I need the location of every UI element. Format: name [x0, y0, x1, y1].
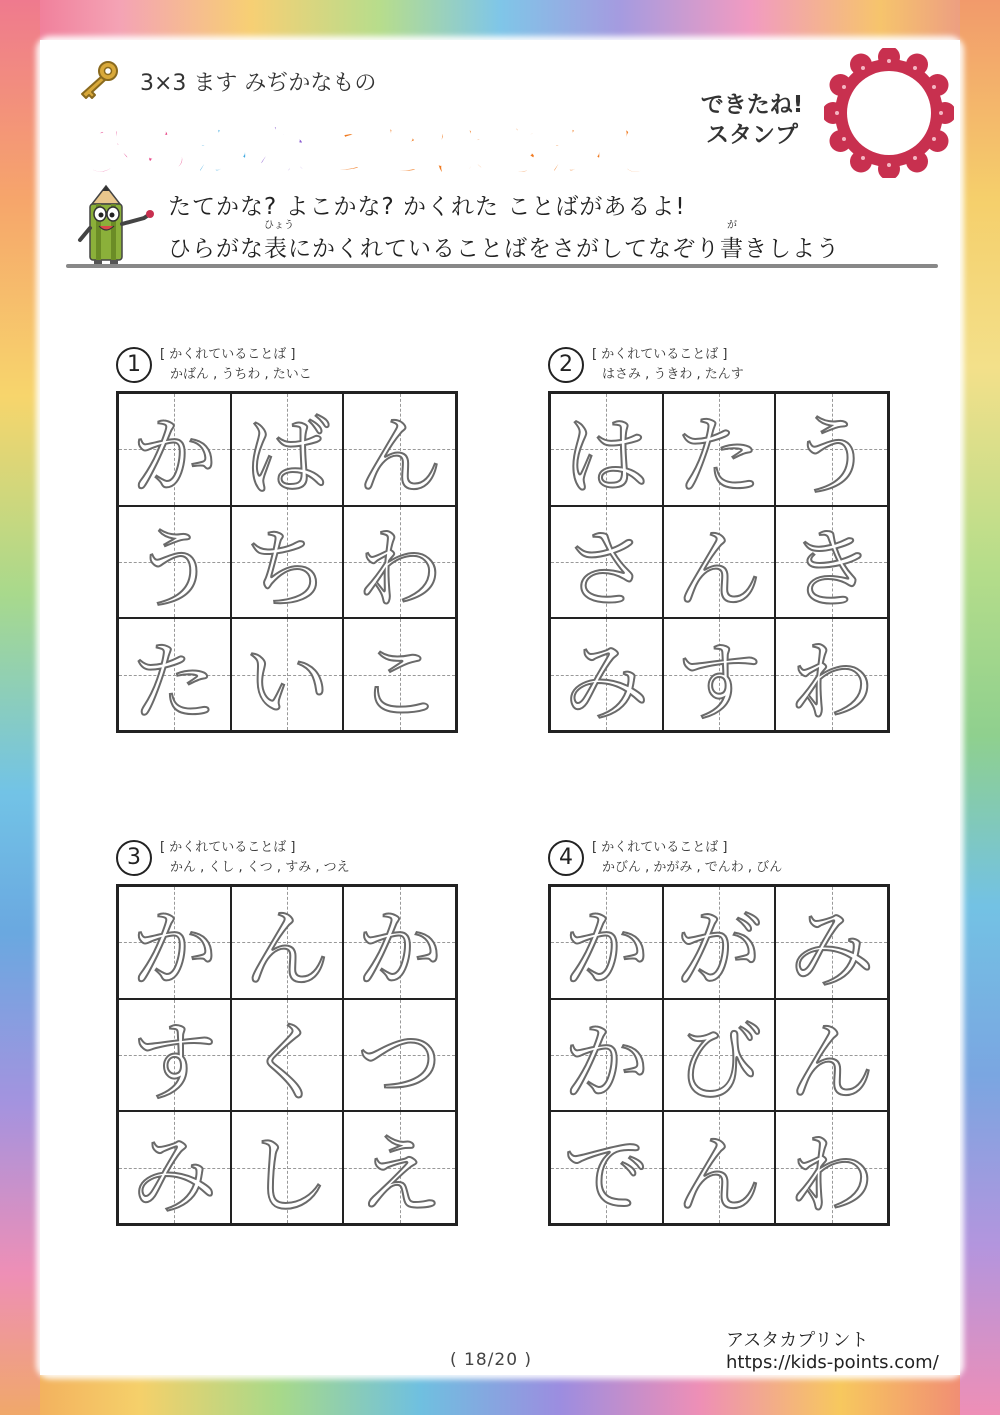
grid-cell[interactable] [231, 618, 344, 731]
grid-cell[interactable] [231, 1111, 344, 1224]
grid-cell[interactable] [343, 393, 456, 506]
hidden-words-label: [ かくれていることば ] [160, 347, 296, 362]
trace-glyph: ん [243, 900, 330, 999]
ruby-kanji [264, 220, 294, 263]
hidden-words-label: [ かくれていることば ] [592, 840, 728, 855]
frame-right [960, 0, 1000, 1415]
grid-cell[interactable] [118, 618, 231, 731]
grid-cell[interactable] [663, 393, 776, 506]
ruby-kanji [720, 220, 744, 263]
hidden-words-label: [ かくれていることば ] [160, 840, 296, 855]
subtitle: 3×3 ます みぢかなもの [140, 71, 377, 96]
stamp-label-line2: スタンプ [706, 122, 798, 148]
furigana: が [727, 220, 737, 231]
title-char: ら [135, 117, 195, 185]
grid-cell[interactable] [118, 393, 231, 506]
grid-cell[interactable] [231, 886, 344, 999]
trace-glyph: ち [243, 520, 330, 619]
stamp-label [682, 90, 822, 150]
kanji: 表 [264, 236, 288, 262]
hiragana-grid [116, 884, 458, 1226]
instruction-text: きしよう [744, 236, 840, 262]
trace-glyph: は [563, 407, 650, 506]
trace-glyph: ば [243, 407, 330, 506]
page-number: ( 18/20 ) [450, 1350, 533, 1370]
hiragana-grid [548, 884, 890, 1226]
instruction-text: ひらがな [168, 236, 264, 262]
grid-cell[interactable] [663, 618, 776, 731]
trace-glyph: み [788, 900, 875, 999]
grid-cell[interactable] [231, 506, 344, 619]
trace-glyph: く [243, 1013, 330, 1112]
trace-glyph: え [356, 1125, 443, 1224]
trace-glyph: た [675, 407, 762, 506]
grid-cell[interactable] [343, 999, 456, 1112]
kanji: 書 [720, 236, 744, 262]
grid-cell[interactable] [550, 886, 663, 999]
hidden-words-list: かばん , うちわ , たいこ [170, 367, 312, 382]
trace-glyph: み [131, 1125, 218, 1224]
hidden-words-list: かん , くし , くつ , すみ , つえ [170, 860, 350, 875]
pencil-mascot-icon [70, 184, 160, 270]
trace-glyph: う [131, 520, 218, 619]
grid-cell[interactable] [343, 506, 456, 619]
trace-glyph: す [675, 632, 762, 731]
trace-glyph: い [243, 632, 330, 731]
scalloped-stamp-icon [824, 48, 954, 178]
grid-cell[interactable] [550, 1111, 663, 1224]
trace-glyph: ん [356, 407, 443, 506]
grid-cell[interactable] [775, 618, 888, 731]
trace-glyph: か [356, 900, 443, 999]
title-char: が [194, 117, 254, 185]
trace-glyph: か [131, 900, 218, 999]
title-highlight: ことばさがし [312, 117, 667, 185]
trace-glyph: す [131, 1013, 218, 1112]
hidden-words-label: [ かくれていることば ] [592, 347, 728, 362]
trace-glyph: わ [788, 632, 875, 731]
grid-cell[interactable] [775, 1111, 888, 1224]
trace-glyph: わ [356, 520, 443, 619]
trace-glyph: き [788, 520, 875, 619]
grid-cell[interactable] [343, 1111, 456, 1224]
puzzle-number: 3 [116, 840, 152, 876]
grid-cell[interactable] [343, 886, 456, 999]
hiragana-grid [548, 391, 890, 733]
trace-glyph: た [131, 632, 218, 731]
title-char: ひ [76, 117, 136, 185]
grid-cell[interactable] [118, 999, 231, 1112]
puzzle-number: 4 [548, 840, 584, 876]
trace-glyph: ん [675, 1125, 762, 1224]
trace-glyph: う [788, 407, 875, 506]
header-divider [66, 264, 938, 268]
credit-url[interactable]: https://kids-points.com/ [726, 1352, 939, 1373]
frame-bottom [0, 1375, 1000, 1415]
puzzle-number: 2 [548, 347, 584, 383]
grid-cell[interactable] [775, 886, 888, 999]
grid-cell[interactable] [343, 618, 456, 731]
instruction-text: にかくれていることばをさがしてなぞり [288, 236, 720, 262]
key-icon [74, 58, 122, 102]
trace-glyph: び [675, 1013, 762, 1112]
trace-glyph: で [563, 1125, 650, 1224]
trace-glyph: わ [788, 1125, 875, 1224]
grid-cell[interactable] [663, 886, 776, 999]
grid-cell[interactable] [118, 886, 231, 999]
trace-glyph: ん [675, 520, 762, 619]
puzzle-number: 1 [116, 347, 152, 383]
grid-cell[interactable] [775, 999, 888, 1112]
grid-cell[interactable] [550, 618, 663, 731]
grid-cell[interactable] [775, 393, 888, 506]
hidden-words-list: はさみ , うきわ , たんす [602, 367, 744, 382]
instruction-line-2 [168, 220, 840, 263]
grid-cell[interactable] [550, 506, 663, 619]
page-title [76, 104, 666, 188]
instruction-line-1: たてかな? よこかな? かくれた ことばがあるよ! [168, 194, 686, 220]
hidden-words-list: かびん , かがみ , でんわ , びん [602, 860, 783, 875]
hiragana-grid [116, 391, 458, 733]
grid-cell[interactable] [231, 393, 344, 506]
grid-cell[interactable] [550, 393, 663, 506]
grid-cell[interactable] [663, 1111, 776, 1224]
stamp-label-line1: できたね! [700, 92, 804, 118]
trace-glyph: か [563, 900, 650, 999]
grid-cell[interactable] [663, 506, 776, 619]
trace-glyph: し [243, 1125, 330, 1224]
trace-glyph: か [563, 1013, 650, 1112]
trace-glyph: さ [563, 520, 650, 619]
grid-cell[interactable] [550, 999, 663, 1112]
frame-left [0, 0, 40, 1415]
trace-glyph: み [563, 632, 650, 731]
trace-glyph: つ [356, 1013, 443, 1112]
grid-cell[interactable] [231, 999, 344, 1112]
grid-cell[interactable] [118, 1111, 231, 1224]
furigana: ひょう [264, 220, 294, 231]
grid-cell[interactable] [118, 506, 231, 619]
frame-top [0, 0, 1000, 40]
grid-cell[interactable] [663, 999, 776, 1112]
credit-name: アスタカプリント [726, 1330, 869, 1351]
trace-glyph: が [675, 900, 762, 999]
grid-cell[interactable] [775, 506, 888, 619]
title-char: な [253, 117, 313, 185]
trace-glyph: か [131, 407, 218, 506]
trace-glyph: こ [356, 632, 443, 731]
trace-glyph: ん [788, 1013, 875, 1112]
